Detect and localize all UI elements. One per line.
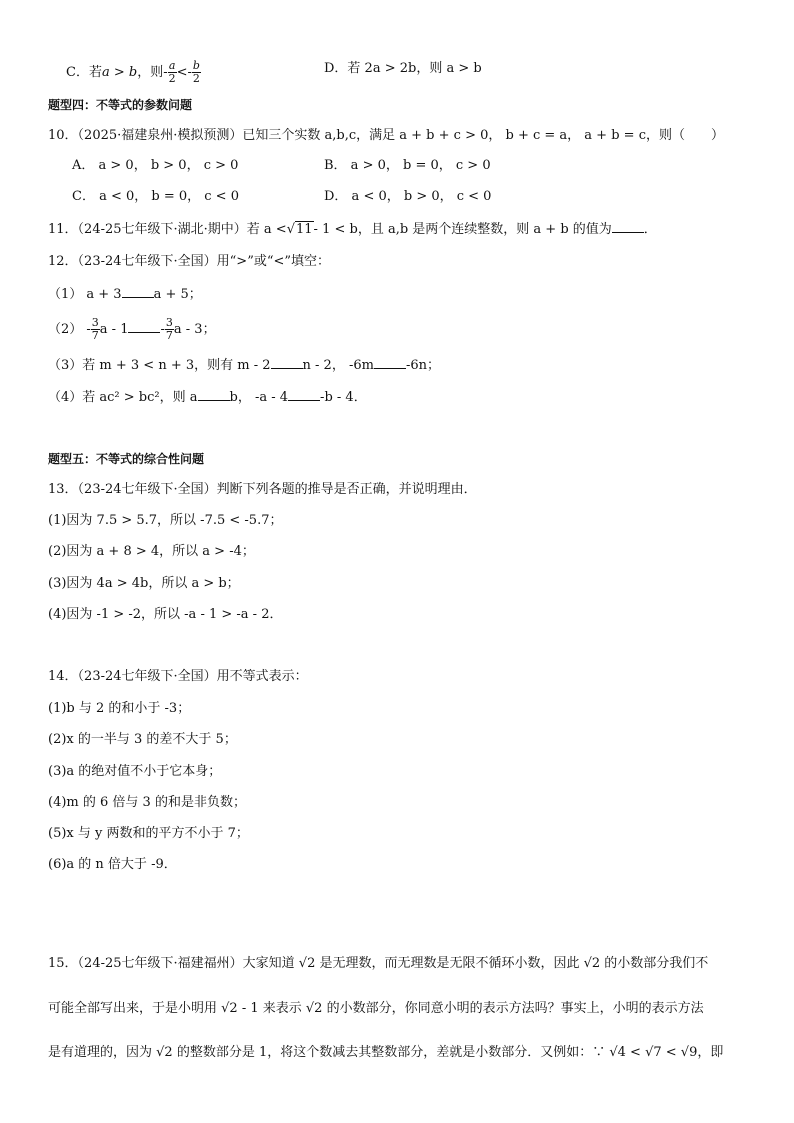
q12-part-4: [48, 388, 367, 407]
q14-item: (4)m 的 6 倍与 3 的和是非负数；: [48, 795, 246, 810]
q11-stem: [48, 220, 657, 239]
q14-item: (5)x 与 y 两数和的平方不小于 7；: [48, 826, 249, 841]
q12-p2-minus-right: -: [160, 322, 165, 337]
q15-line-3: 是有道理的，因为 √2 的整数部分是 1，将这个数减去其整数部分，差就是小数部分．又例如：∵ √4 < √7 < √9，即: [48, 1045, 724, 1060]
q12-p2-blank[interactable]: [128, 320, 160, 333]
q12-p3-post: -6n；: [405, 358, 440, 373]
q9-option-c-condition: a > b: [101, 65, 138, 80]
q12-p4-pre: （4）若 ac² > bc²，则 a: [48, 390, 198, 405]
q9-option-c-then: ，则: [137, 65, 164, 80]
q9-option-d: D．若 2a > 2b，则 a > b: [324, 61, 482, 76]
q12-stem: 12．（23-24七年级下·全国）用“>”或“<”填空：: [48, 254, 331, 269]
q12-part-2: [48, 317, 216, 342]
frac-numerator: 3: [165, 316, 173, 329]
q13-stem: 13．（23-24七年级下·全国）判断下列各题的推导是否正确，并说明理由．: [48, 482, 477, 497]
section-title-4: 题型四：不等式的参数问题: [48, 98, 193, 112]
q15-line-2: 可能全部写出来，于是小明用 √2 - 1 来表示 √2 的小数部分，你同意小明的表示方法吗？事实上，小明的表示方法: [48, 1001, 704, 1016]
q12-p1-blank[interactable]: [122, 285, 154, 298]
q12-p1-right: a + 5；: [153, 287, 202, 302]
q14-stem: 14．（23-24七年级下·全国）用不等式表示：: [48, 669, 308, 684]
q12-p2-minus: （2） -: [48, 322, 91, 337]
q12-p3-mid: n - 2， -6m: [302, 358, 374, 373]
q12-p3-blank-1[interactable]: [271, 356, 303, 369]
q12-part-1: [48, 285, 202, 304]
q9-option-c-frac-b: [192, 60, 201, 85]
q14-item: (6)a 的 n 倍大于 -9．: [48, 857, 177, 872]
q15-line-1: 15．（24-25七年级下·福建福州）大家知道 √2 是无理数，而无理数是无限不循环小数，因此 √2 的小数部分我们不: [48, 956, 709, 971]
q11-radicand: 11: [296, 222, 313, 237]
q12-p4-blank-2[interactable]: [288, 388, 320, 401]
q9-option-c-minus: -: [163, 65, 168, 80]
q12-p4-blank-1[interactable]: [198, 388, 230, 401]
q10-option-c: C． a < 0， b = 0， c < 0: [72, 189, 239, 204]
frac-b-numerator: b: [192, 59, 200, 72]
q12-p4-post: -b - 4．: [320, 390, 367, 405]
frac-b-denominator: 2: [192, 72, 200, 85]
q13-item: (2)因为 a + 8 > 4，所以 a > -4；: [48, 544, 255, 559]
frac-a-denominator: 2: [168, 72, 176, 85]
q12-p3-blank-2[interactable]: [374, 356, 406, 369]
q14-item: (3)a 的绝对值不小于它本身；: [48, 764, 222, 779]
section-title-5: 题型五：不等式的综合性问题: [48, 452, 205, 466]
q9-option-c-frac-a: [168, 60, 177, 85]
q11-answer-blank[interactable]: [612, 220, 644, 233]
q13-item: (4)因为 -1 > -2，所以 -a - 1 > -a - 2．: [48, 607, 283, 622]
q14-item: (2)x 的一半与 3 的差不大于 5；: [48, 732, 237, 747]
q12-p2-frac-left: [91, 317, 100, 342]
frac-a-numerator: a: [168, 59, 176, 72]
frac-numerator: 3: [91, 316, 99, 329]
q10-option-d: D． a < 0， b > 0， c < 0: [324, 189, 492, 204]
q10-option-a: A． a > 0， b > 0， c > 0: [72, 158, 239, 173]
q12-p3-pre: （3）若 m + 3 < n + 3，则有 m - 2: [48, 358, 271, 373]
q12-p1-left: （1） a + 3: [48, 287, 122, 302]
q11-end: ．: [643, 222, 657, 237]
q11-post: - 1 < b，且 a,b 是两个连续整数，则 a + b 的值为: [313, 222, 612, 237]
q12-p4-mid: b， -a - 4: [229, 390, 289, 405]
q12-p2-right-expr: a - 3；: [173, 322, 216, 337]
q10-stem: 10．（2025·福建泉州·模拟预测）已知三个实数 a,b,c，满足 a + b + c > 0， b + c = a， a + b = c，则（ ）: [48, 128, 724, 143]
q13-item: (1)因为 7.5 > 5.7，所以 -7.5 < -5.7；: [48, 513, 283, 528]
q12-p2-left-expr: a - 1: [99, 322, 129, 337]
q12-part-3: [48, 356, 440, 375]
q14-item: (1)b 与 2 的和小于 -3；: [48, 701, 191, 716]
q9-option-c: [66, 60, 201, 85]
q11-pre: 11．（24-25七年级下·湖北·期中）若 a <: [48, 222, 287, 237]
q9-option-c-prefix: C．若: [66, 65, 102, 80]
q9-option-c-less-than: <-: [176, 65, 192, 80]
q11-sqrt-sign: √: [286, 222, 295, 237]
q12-p2-frac-right: [165, 317, 174, 342]
frac-denominator: 7: [165, 329, 173, 342]
q13-item: (3)因为 4a > 4b，所以 a > b；: [48, 576, 240, 591]
frac-denominator: 7: [91, 329, 99, 342]
q10-option-b: B． a > 0， b = 0， c > 0: [324, 158, 491, 173]
